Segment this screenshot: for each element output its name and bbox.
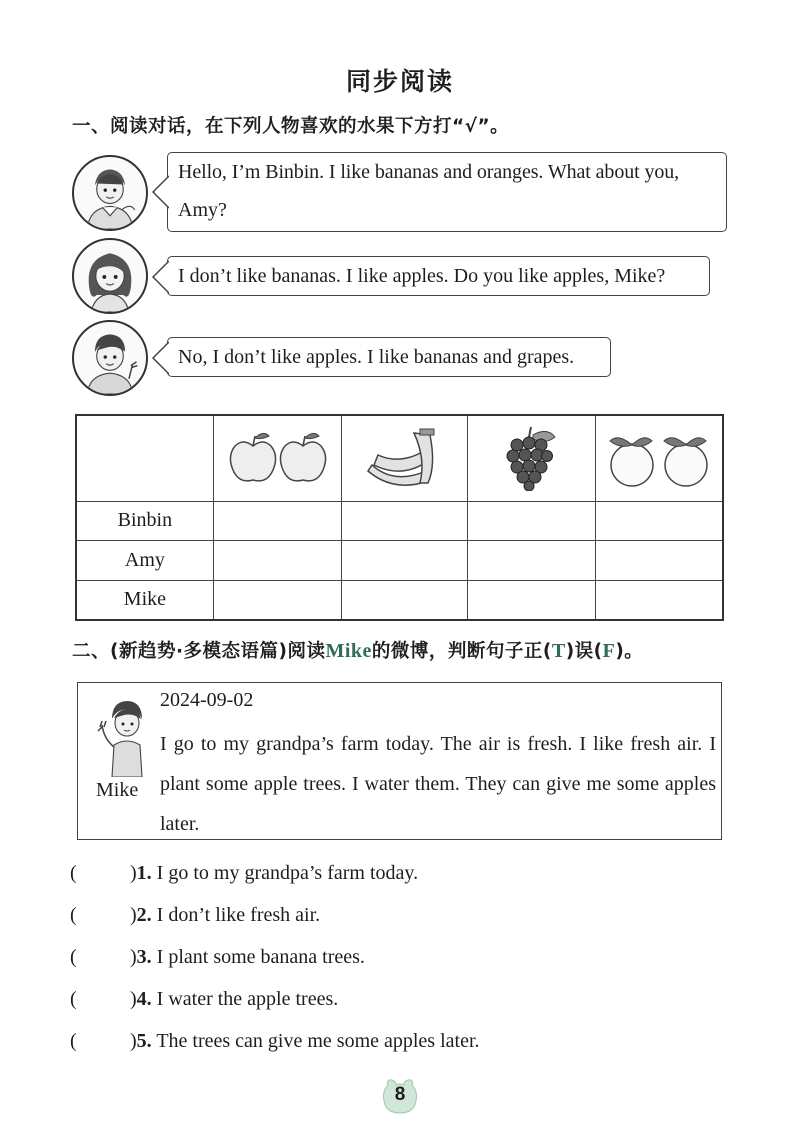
binbin-line-2: Amy? — [178, 199, 227, 221]
question-text: I water the apple trees. — [156, 988, 339, 1010]
section1-heading: 一、阅读对话，在下列人物喜欢的水果下方打“√”。 — [72, 116, 510, 137]
row-label-binbin: Binbin — [76, 501, 213, 541]
question-text: The trees can give me some apples later. — [156, 1030, 480, 1052]
amy-speech-bubble — [167, 256, 710, 296]
question-item — [70, 946, 365, 969]
page-number-badge — [380, 1077, 420, 1115]
question-item — [70, 988, 338, 1011]
row-label-amy: Amy — [76, 541, 213, 581]
question-text: I go to my grandpa’s farm today. — [156, 862, 419, 884]
question-number: 4. — [136, 988, 152, 1010]
question-item — [70, 904, 320, 927]
answer-blank-close: ) — [130, 904, 137, 926]
mike-line-1: No, I don’t like apples. I like bananas and grapes. — [178, 346, 575, 368]
fruit-preference-table — [75, 414, 724, 621]
question-number: 2. — [136, 904, 152, 926]
amy-avatar — [72, 238, 148, 314]
question-number: 5. — [136, 1030, 152, 1052]
question-number: 3. — [136, 946, 152, 968]
question-item — [70, 1030, 480, 1053]
answer-blank-close: ) — [130, 988, 137, 1010]
binbin-avatar — [72, 155, 148, 231]
mike-speech-bubble — [167, 337, 611, 377]
answer-cell[interactable] — [213, 580, 341, 620]
answer-cell[interactable] — [341, 580, 468, 620]
answer-cell[interactable] — [213, 501, 341, 541]
answer-blank-open[interactable]: ( — [70, 946, 77, 968]
answer-cell[interactable] — [341, 501, 468, 541]
bananas-icon — [341, 415, 468, 501]
page-number: 8 — [394, 1084, 406, 1105]
section2-heading-t: T — [551, 640, 566, 662]
weibo-author: Mike — [96, 779, 139, 801]
weibo-post — [77, 682, 722, 840]
section2-heading-mid: 的微博，判断句子正( — [371, 641, 552, 662]
apples-icon — [213, 415, 341, 501]
answer-blank-open[interactable]: ( — [70, 904, 77, 926]
question-item — [70, 862, 418, 885]
answer-blank-close: ) — [130, 862, 137, 884]
answer-blank-open[interactable]: ( — [70, 988, 77, 1010]
table-row — [76, 580, 723, 620]
answer-blank-close: ) — [130, 946, 137, 968]
answer-cell[interactable] — [341, 541, 468, 581]
section2-heading-mid2: )误( — [565, 641, 603, 662]
section2-heading-prefix: 二、(新趋势·多模态语篇)阅读 — [72, 641, 326, 662]
table-corner-cell — [76, 415, 213, 501]
section2-heading-f: F — [602, 640, 616, 662]
amy-line-1: I don’t like bananas. I like apples. Do you like apples, Mike? — [178, 265, 666, 287]
weibo-text: I go to my grandpa’s farm today. The air is fresh. I like fresh air. I plant some apple trees. I water them. They can give me some apples later. — [160, 733, 716, 835]
oranges-icon — [595, 415, 723, 501]
table-row — [76, 541, 723, 581]
table-row — [76, 501, 723, 541]
answer-blank-open[interactable]: ( — [70, 862, 77, 884]
table-header-row — [76, 415, 723, 501]
answer-cell[interactable] — [595, 541, 723, 581]
mike-figure-icon — [96, 693, 156, 777]
binbin-line-1: Hello, I’m Binbin. I like bananas and oranges. What about you, — [178, 161, 680, 183]
question-text: I don’t like fresh air. — [156, 904, 321, 926]
grapes-icon — [468, 415, 595, 501]
row-label-mike: Mike — [76, 580, 213, 620]
binbin-speech-bubble — [167, 152, 727, 232]
answer-blank-close: ) — [130, 1030, 137, 1052]
answer-cell[interactable] — [468, 541, 595, 581]
answer-cell[interactable] — [595, 501, 723, 541]
question-number: 1. — [136, 862, 152, 884]
answer-cell[interactable] — [468, 580, 595, 620]
page-title: 同步阅读 — [345, 67, 454, 96]
section2-heading-end: )。 — [615, 641, 644, 662]
answer-cell[interactable] — [595, 580, 723, 620]
weibo-date: 2024-09-02 — [160, 689, 254, 711]
question-text: I plant some banana trees. — [156, 946, 365, 968]
answer-cell[interactable] — [213, 541, 341, 581]
mike-avatar — [72, 320, 148, 396]
section2-heading-mike: Mike — [325, 640, 372, 662]
section2-heading — [72, 637, 643, 663]
answer-blank-open[interactable]: ( — [70, 1030, 77, 1052]
answer-cell[interactable] — [468, 501, 595, 541]
